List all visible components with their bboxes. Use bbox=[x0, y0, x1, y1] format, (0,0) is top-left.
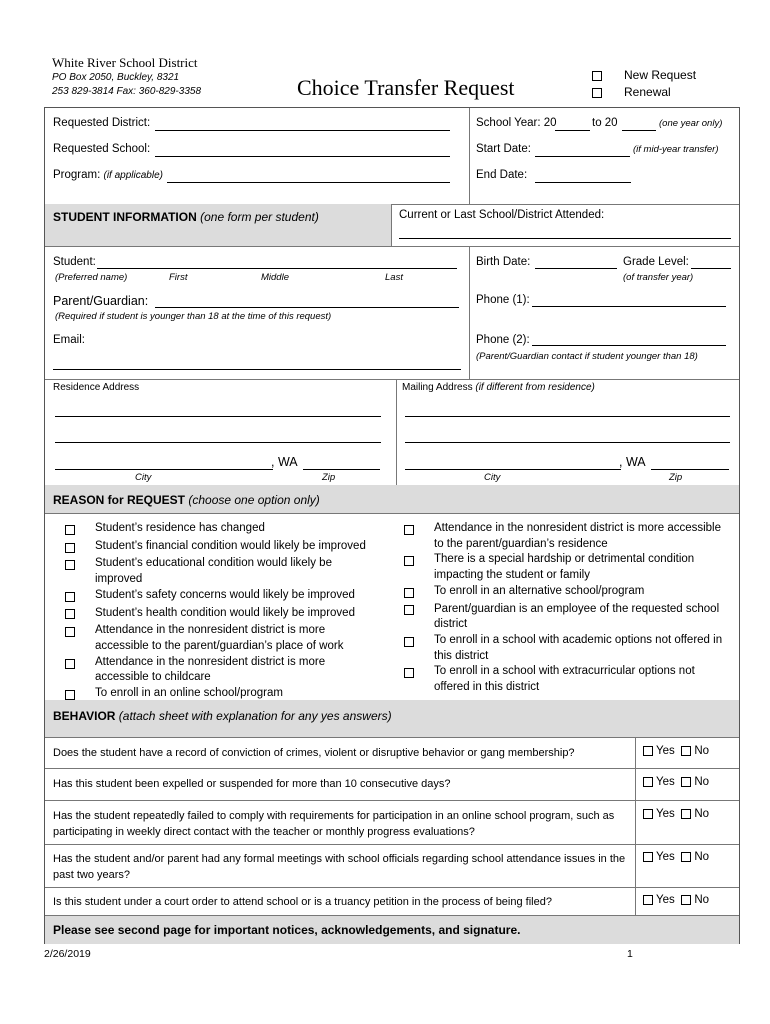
residence-line2-field[interactable] bbox=[55, 442, 381, 443]
end-date-field[interactable] bbox=[535, 182, 631, 183]
q1-no-checkbox[interactable] bbox=[681, 746, 691, 756]
grade-level-field[interactable] bbox=[691, 268, 731, 269]
behavior-question-4: Has the student and/or parent had any formal meetings with school officials regarding school attendance issues in the past two years? bbox=[53, 853, 626, 881]
right-reason-1-label: Attendance in the nonresident district is more accessible to the parent/guardian’s residence bbox=[434, 522, 722, 550]
requested-district-label: Requested District: bbox=[53, 117, 151, 129]
school-year-hint: (one year only) bbox=[659, 118, 723, 129]
org-phone-fax: 253 829-3814 Fax: 360-829-3358 bbox=[52, 86, 202, 97]
form-body bbox=[44, 107, 740, 944]
name-part-last: Last bbox=[385, 272, 403, 283]
student-name-field[interactable] bbox=[97, 268, 457, 269]
program-label: Program: (if applicable) bbox=[53, 169, 163, 181]
mailing-zip-field[interactable] bbox=[651, 469, 729, 470]
left-reason-2 bbox=[65, 539, 385, 557]
left-reason-7 bbox=[65, 655, 385, 686]
phone2-label: Phone (2): bbox=[476, 334, 530, 346]
residence-zip-field[interactable] bbox=[303, 469, 380, 470]
right-reason-3-checkbox[interactable] bbox=[404, 588, 414, 598]
right-reason-6-label: To enroll in a school with extracurricular options not offered in this district bbox=[434, 665, 695, 694]
requested-school-label: Requested School: bbox=[53, 143, 151, 155]
q5-yes-checkbox[interactable] bbox=[643, 895, 653, 905]
name-part-middle: Middle bbox=[261, 272, 289, 283]
start-date-field[interactable] bbox=[535, 156, 630, 157]
left-reason-5 bbox=[65, 606, 385, 624]
new-request-label: New Request bbox=[624, 68, 697, 82]
current-school-label: Current or Last School/District Attended: bbox=[399, 209, 605, 221]
requested-district-field[interactable] bbox=[155, 130, 450, 131]
left-reason-1-checkbox[interactable] bbox=[65, 525, 75, 535]
org-address: PO Box 2050, Buckley, 8321 bbox=[52, 72, 180, 83]
school-year-prefix: School Year: 20 bbox=[476, 117, 557, 129]
right-reason-2-checkbox[interactable] bbox=[404, 556, 414, 566]
q4-yes-checkbox[interactable] bbox=[643, 852, 653, 862]
birth-date-field[interactable] bbox=[535, 268, 617, 269]
behavior-title: BEHAVIOR (attach sheet with explanation for any yes answers) bbox=[53, 709, 392, 723]
phone1-field[interactable] bbox=[532, 306, 726, 307]
right-reason-6-checkbox[interactable] bbox=[404, 668, 414, 678]
current-school-field[interactable] bbox=[399, 238, 731, 239]
behavior-answer-2: Yes No bbox=[643, 776, 709, 788]
right-reason-4-checkbox[interactable] bbox=[404, 605, 414, 615]
residence-city-label: City bbox=[135, 472, 152, 483]
requested-school-field[interactable] bbox=[155, 156, 450, 157]
right-reason-1 bbox=[404, 521, 739, 552]
residence-wa: , WA bbox=[271, 455, 298, 469]
start-date-hint: (if mid-year transfer) bbox=[633, 144, 719, 155]
right-reason-2-label: There is a special hardship or detrimental condition impacting the student or family bbox=[434, 553, 695, 582]
reason-left-list bbox=[65, 521, 385, 704]
new-request-checkbox[interactable] bbox=[592, 71, 602, 81]
q1-yes-checkbox[interactable] bbox=[643, 746, 653, 756]
mailing-wa: , WA bbox=[619, 455, 646, 469]
q4-no-checkbox[interactable] bbox=[681, 852, 691, 862]
org-name: White River School District bbox=[52, 55, 198, 70]
right-reason-1-checkbox[interactable] bbox=[404, 525, 414, 535]
school-year-start-field[interactable] bbox=[555, 130, 590, 131]
parent-hint: (Required if student is younger than 18 at the time of this request) bbox=[55, 311, 332, 322]
phone1-label: Phone (1): bbox=[476, 294, 530, 306]
name-part-preferred: (Preferred name) bbox=[55, 272, 128, 283]
revision-date: 2/26/2019 bbox=[44, 948, 91, 960]
page-number: 1 bbox=[627, 948, 633, 960]
mailing-city-label: City bbox=[484, 472, 501, 483]
left-reason-1 bbox=[65, 521, 385, 539]
parent-name-field[interactable] bbox=[155, 307, 459, 308]
left-reason-4-label: Student’s safety concerns would likely be improved bbox=[95, 588, 355, 601]
right-reason-5-label: To enroll in a school with academic options not offered in this district bbox=[434, 633, 723, 662]
left-reason-1-label: Student’s residence has changed bbox=[95, 522, 265, 534]
parent-label: Parent/Guardian: bbox=[53, 294, 149, 308]
mailing-line1-field[interactable] bbox=[405, 416, 730, 417]
left-reason-3-checkbox[interactable] bbox=[65, 560, 75, 570]
renewal-label: Renewal bbox=[624, 85, 671, 99]
left-reason-6-checkbox[interactable] bbox=[65, 627, 75, 637]
residence-address-label: Residence Address bbox=[53, 382, 140, 393]
student-label: Student: bbox=[53, 256, 96, 268]
request-type bbox=[592, 67, 696, 101]
residence-line1-field[interactable] bbox=[55, 416, 381, 417]
phone2-field[interactable] bbox=[532, 345, 726, 346]
left-reason-5-checkbox[interactable] bbox=[65, 609, 75, 619]
left-reason-8-label: To enroll in an online school/program bbox=[95, 687, 283, 700]
left-reason-8-checkbox[interactable] bbox=[65, 690, 75, 700]
right-reason-6 bbox=[404, 664, 739, 695]
left-reason-3 bbox=[65, 556, 385, 587]
mailing-zip-label: Zip bbox=[669, 472, 683, 483]
behavior-answer-1: Yes No bbox=[643, 745, 709, 757]
behavior-answer-5: Yes No bbox=[643, 894, 709, 906]
end-date-label: End Date: bbox=[476, 169, 528, 181]
right-reason-3-label: To enroll in an alternative school/program bbox=[434, 584, 645, 597]
form-header bbox=[52, 55, 742, 107]
right-reason-4 bbox=[404, 602, 739, 633]
phone2-hint: (Parent/Guardian contact if student younger than 18) bbox=[476, 351, 698, 362]
student-info-title: STUDENT INFORMATION (one form per student) bbox=[53, 210, 319, 224]
right-reason-4-label: Parent/guardian is an employee of the requested school district bbox=[434, 602, 720, 631]
grade-level-hint: (of transfer year) bbox=[623, 272, 694, 283]
q5-no-checkbox[interactable] bbox=[681, 895, 691, 905]
q3-no-checkbox[interactable] bbox=[681, 809, 691, 819]
renewal-checkbox[interactable] bbox=[592, 88, 602, 98]
start-date-label: Start Date: bbox=[476, 143, 531, 155]
school-year-end-field[interactable] bbox=[622, 130, 656, 131]
behavior-answer-3: Yes No bbox=[643, 808, 709, 820]
left-reason-4-checkbox[interactable] bbox=[65, 592, 75, 602]
right-reason-2 bbox=[404, 552, 739, 583]
left-reason-3-label: Student’s educational condition would likely be improved bbox=[95, 557, 332, 586]
reason-right-list bbox=[404, 521, 739, 696]
residence-zip-label: Zip bbox=[322, 472, 336, 483]
email-label: Email: bbox=[53, 334, 85, 346]
birth-date-label: Birth Date: bbox=[476, 256, 531, 268]
name-part-first: First bbox=[169, 272, 188, 283]
left-reason-7-label: Attendance in the nonresident district is more accessible to childcare bbox=[95, 655, 326, 684]
left-reason-7-checkbox[interactable] bbox=[65, 659, 75, 669]
q3-yes-checkbox[interactable] bbox=[643, 809, 653, 819]
behavior-question-1: Does the student have a record of conviction of crimes, violent or disruptive behavior or gang membership? bbox=[53, 747, 575, 759]
q2-yes-checkbox[interactable] bbox=[643, 777, 653, 787]
left-reason-2-label: Student’s financial condition would likely be improved bbox=[95, 539, 366, 552]
second-page-notice: Please see second page for important notices, acknowledgements, and signature. bbox=[53, 923, 521, 937]
q2-no-checkbox[interactable] bbox=[681, 777, 691, 787]
left-reason-2-checkbox[interactable] bbox=[65, 543, 75, 553]
left-reason-5-label: Student’s health condition would likely be improved bbox=[95, 606, 355, 619]
behavior-question-3: Has the student repeatedly failed to comply with requirements for participation in an online school program, such as participating in weekly direct contact with the teacher or monthly progress evaluations? bbox=[53, 810, 615, 838]
school-year-to: to 20 bbox=[592, 117, 618, 129]
right-reason-5 bbox=[404, 633, 739, 664]
right-reason-3 bbox=[404, 584, 739, 602]
program-field[interactable] bbox=[167, 182, 450, 183]
behavior-question-2: Has this student been expelled or suspended for more than 10 consecutive days? bbox=[53, 778, 451, 790]
mailing-address-label: Mailing Address (if different from residence) bbox=[402, 382, 595, 393]
left-reason-6 bbox=[65, 623, 385, 654]
grade-level-label: Grade Level: bbox=[623, 256, 689, 268]
left-reason-6-label: Attendance in the nonresident district is more accessible to the parent/guardian’s place of work bbox=[95, 624, 344, 652]
form-title: Choice Transfer Request bbox=[297, 75, 515, 100]
left-reason-4 bbox=[65, 588, 385, 606]
right-reason-5-checkbox[interactable] bbox=[404, 637, 414, 647]
residence-city-field[interactable] bbox=[55, 469, 273, 470]
email-field[interactable] bbox=[53, 369, 461, 370]
mailing-city-field[interactable] bbox=[405, 469, 621, 470]
behavior-answer-4: Yes No bbox=[643, 851, 709, 863]
behavior-question-5: Is this student under a court order to attend school or is a truancy petition in the process of being filed? bbox=[53, 896, 552, 908]
reason-title: REASON for REQUEST (choose one option only) bbox=[53, 493, 320, 507]
mailing-line2-field[interactable] bbox=[405, 442, 730, 443]
